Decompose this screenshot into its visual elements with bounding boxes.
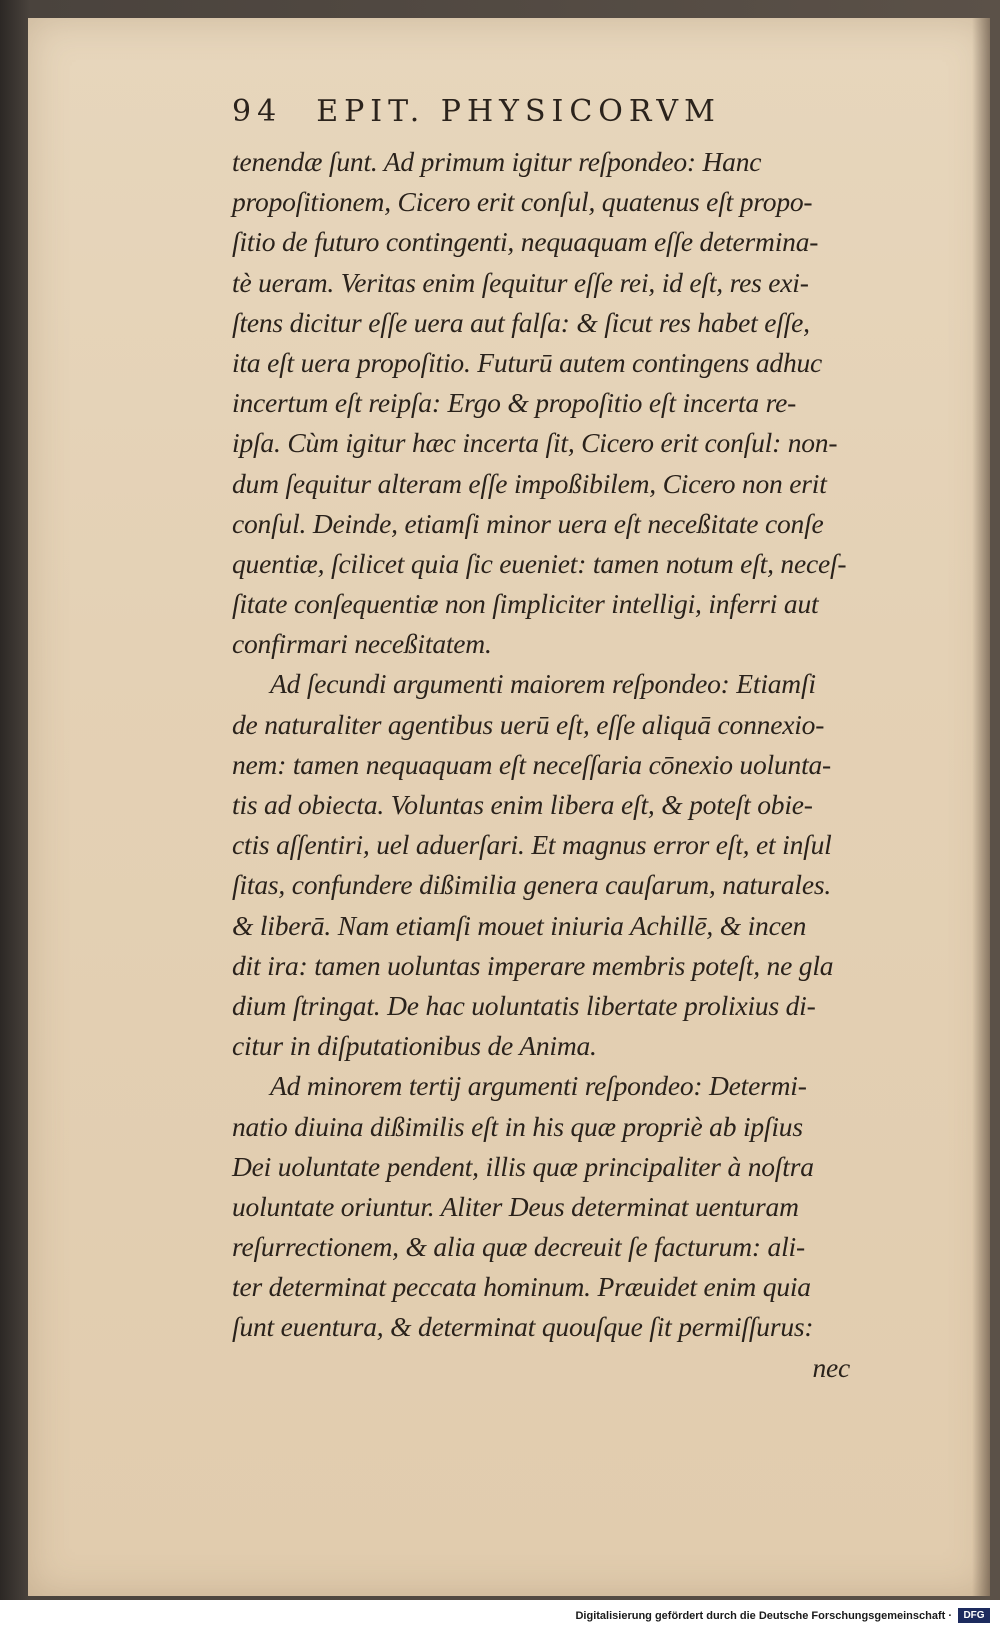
text-line: quentiæ, ſcilicet quia ſic eueniet: tamen notum eſt, neceſ- <box>232 547 847 579</box>
running-title: EPIT. PHYSICORVM <box>316 94 721 129</box>
text-line: de naturaliter agentibus uerū eſt, eſſe aliquā connexio- <box>232 708 825 740</box>
dfg-logo: DFG <box>958 1608 990 1623</box>
text-line: confirmari neceßitatem. <box>232 628 492 660</box>
text-line: ter determinat peccata hominum. Præuidet enim quia <box>232 1271 811 1303</box>
text-line: incertum eſt reipſa: Ergo & propoſitio eſt incerta re- <box>232 387 797 419</box>
text-line: Dei uoluntate pendent, illis quæ principaliter à noſtra <box>232 1150 814 1182</box>
text-line: propoſitionem, Cicero erit conſul, quatenus eſt propo- <box>232 186 813 218</box>
text-line: ſitio de futuro contingenti, nequaquam eſſe determina- <box>232 226 819 258</box>
text-line: conſul. Deinde, etiamſi minor uera eſt neceßitate conſe <box>232 507 824 539</box>
text-line: uoluntate oriuntur. Aliter Deus determinat uenturam <box>232 1190 799 1222</box>
text-line: ſitate conſequentiæ non ſimpliciter intelligi, inferri aut <box>232 588 819 620</box>
catchword: nec <box>812 1351 850 1383</box>
text-line: ſunt euentura, & determinat quouſque ſit permiſſurus: <box>232 1311 814 1343</box>
text-line: citur in diſputationibus de Anima. <box>232 1030 597 1062</box>
page-number: 94 <box>232 94 283 129</box>
text-line: nem: tamen nequaquam eſt neceſſaria cōnexio uolunta- <box>232 748 832 780</box>
text-line: ſitas, confundere dißimilia genera cauſarum, naturales. <box>232 869 832 901</box>
text-line: dit ira: tamen uoluntas imperare membris poteſt, ne gla <box>232 949 834 981</box>
funding-credit: Digitalisierung gefördert durch die Deutsche Forschungsgemeinschaft · <box>575 1610 952 1622</box>
text-line: ita eſt uera propoſitio. Futurū autem contingens adhuc <box>232 346 823 378</box>
text-line: tenendæ ſunt. Ad primum igitur reſpondeo: Hanc <box>232 146 762 177</box>
text-line: tis ad obiecta. Voluntas enim libera eſt, & poteſt obie- <box>232 789 813 820</box>
text-line: dium ſtringat. De hac uoluntatis libertate prolixius di- <box>232 989 816 1021</box>
text-line: & liberā. Nam etiamſi mouet iniuria Achillē, & incen <box>232 909 807 941</box>
paragraph-start-line: Ad minorem tertij argumenti reſpondeo: Determi- <box>270 1070 807 1102</box>
running-head <box>232 94 862 140</box>
text-line: ipſa. Cùm igitur hæc incerta ſit, Cicero erit conſul: non- <box>232 427 838 459</box>
text-line: ctis aſſentiri, uel aduerſari. Et magnus error eſt, et inſul <box>232 829 832 861</box>
text-line: dum ſequitur alteram eſſe impoßibilem, Cicero non erit <box>232 467 827 499</box>
text-line: ſtens dicitur eſſe uera aut falſa: & ſicut res habet eſſe, <box>232 306 810 338</box>
body-text <box>232 142 872 1388</box>
paragraph-start-line: Ad ſecundi argumenti maiorem reſpondeo: Etiamſi <box>270 668 816 700</box>
text-line: natio diuina dißimilis eſt in his quæ propriè ab ipſius <box>232 1110 803 1142</box>
text-line: tè ueram. Veritas enim ſequitur eſſe rei, id eſt, res exi- <box>232 266 809 298</box>
footer-bar <box>0 1600 1000 1639</box>
text-line: reſurrectionem, & alia quæ decreuit ſe facturum: ali- <box>232 1231 805 1263</box>
